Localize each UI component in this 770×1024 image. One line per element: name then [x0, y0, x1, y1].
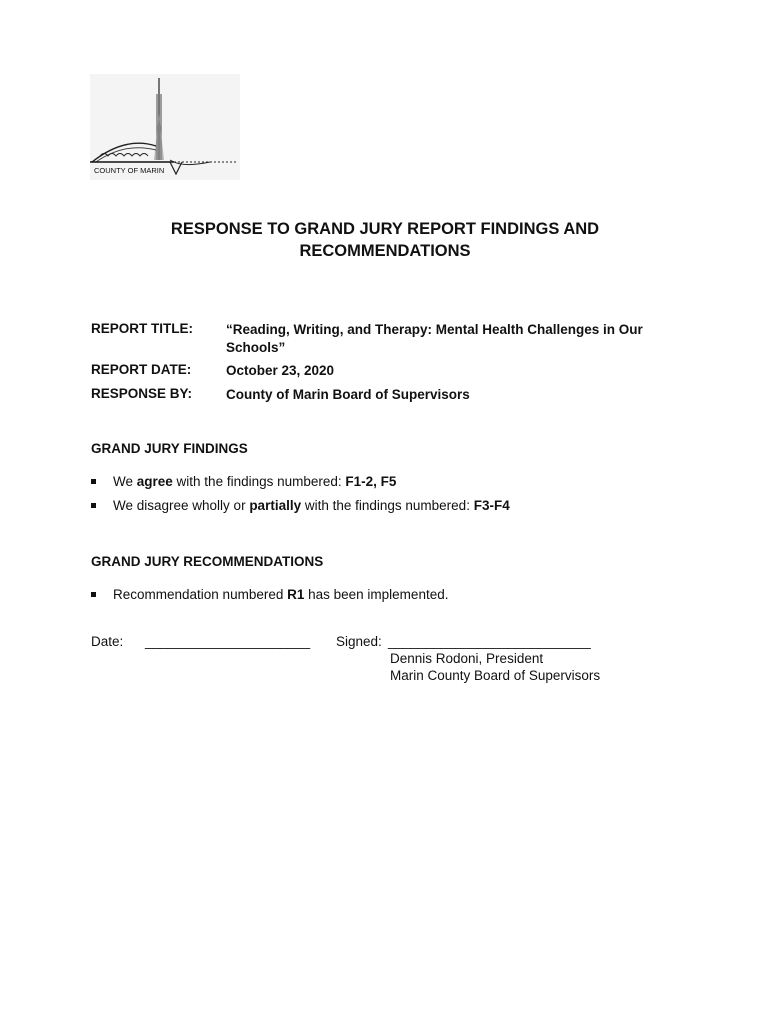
signed-label: Signed: — [336, 634, 382, 649]
report-date-row — [91, 362, 691, 382]
title-line-2: RECOMMENDATIONS — [299, 242, 471, 260]
finding-item-text: We disagree wholly or partially with the findings numbered: F3-F4 — [113, 498, 510, 513]
county-logo-graphic — [90, 74, 240, 180]
county-logo — [90, 74, 240, 180]
recommendations-heading: GRAND JURY RECOMMENDATIONS — [91, 554, 324, 569]
date-label: Date: — [91, 634, 124, 649]
finding-item-text: We agree with the findings numbered: F1-2, F5 — [113, 474, 397, 489]
logo-text: COUNTY OF MARIN — [94, 166, 165, 175]
bullet-square — [91, 503, 96, 508]
date-line: ______________________ — [145, 634, 311, 649]
bullet-square — [91, 479, 96, 484]
report-title-label: REPORT TITLE: — [91, 321, 193, 336]
report-title-value: “Reading, Writing, and Therapy: Mental Health Challenges in Our Schools” — [226, 322, 643, 355]
title-line-1: RESPONSE TO GRAND JURY REPORT FINDINGS AND — [170, 220, 600, 238]
report-date-value: October 23, 2020 — [226, 363, 335, 378]
signature-line: ___________________________ — [388, 634, 591, 649]
report-title-row — [91, 321, 691, 361]
response-by-label: RESPONSE BY: — [91, 386, 193, 401]
response-by-value: County of Marin Board of Supervisors — [226, 387, 470, 402]
signer-name: Dennis Rodoni, President — [390, 651, 544, 666]
report-date-label: REPORT DATE: — [91, 362, 192, 377]
findings-heading: GRAND JURY FINDINGS — [91, 441, 248, 456]
response-by-row — [91, 386, 691, 406]
recommendation-item-text: Recommendation numbered R1 has been implemented. — [113, 587, 449, 602]
signer-organization: Marin County Board of Supervisors — [390, 668, 601, 683]
page-title — [60, 218, 710, 262]
bullet-square — [91, 592, 96, 597]
